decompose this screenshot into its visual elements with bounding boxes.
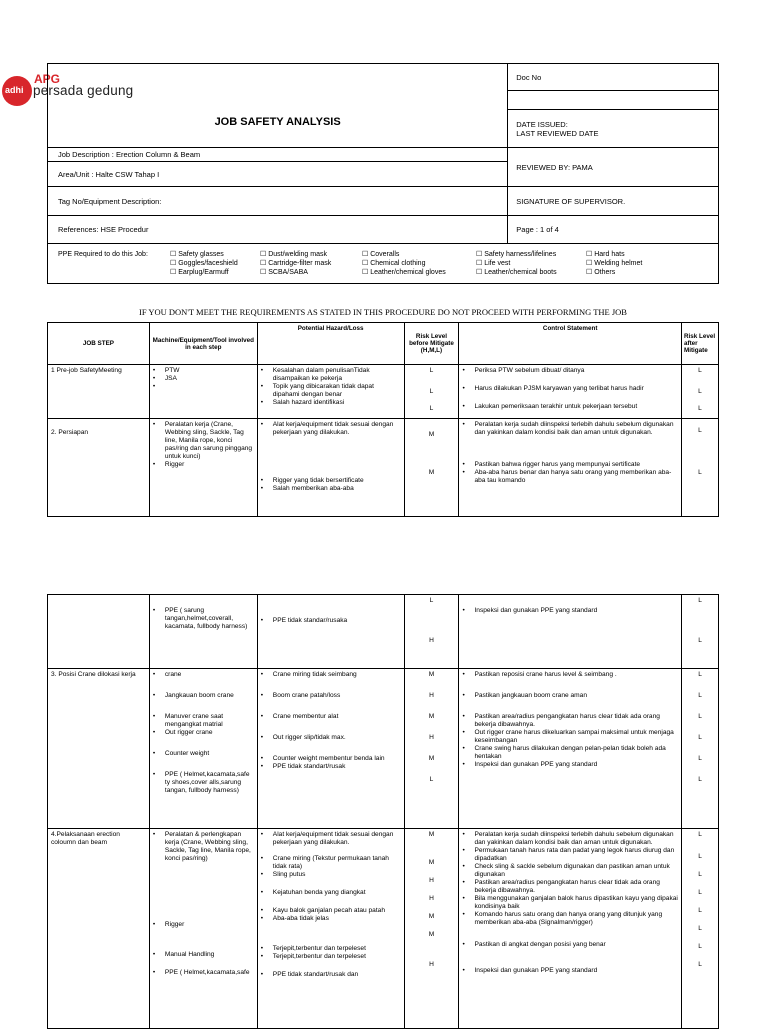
- risk-level: M: [428, 431, 435, 438]
- risk-level: L: [429, 405, 434, 412]
- warning-banner: IF YOU DON'T MEET THE REQUIREMENTS AS STATED IN THIS PROCEDURE DO NOT PROCEED WITH PERFORMING THE JOB: [139, 307, 627, 317]
- control-item: • Harus dilakukan PJSM karyawan yang terlibat harus hadir: [474, 385, 678, 393]
- ppe-checkbox-item: ☐ Dust/welding mask: [260, 251, 327, 258]
- machine-item: • Manual Handling: [165, 951, 254, 959]
- risk-level: L: [698, 907, 702, 914]
- machine-item: • Rigger: [165, 461, 254, 469]
- risk-level: L: [698, 831, 702, 838]
- hazard-item: • Counter weight membentur benda lain: [273, 755, 401, 763]
- job-step: 3. Posisi Crane dilokasi kerja: [48, 669, 150, 829]
- hazard-item: • Crane membentur alat: [273, 713, 401, 721]
- hazard-item: • Terjepit,terbentur dan terpeleset: [273, 945, 401, 953]
- control-item: • Peralatan kerja sudah diinspeksi terlebih dahulu sebelum digunakan dan yakinkan dalam kondisi baik dan aman untuk digunakan.: [474, 421, 678, 437]
- control-item: • Periksa PTW sebelum dibuat/ ditanya: [474, 367, 678, 375]
- risk-level: L: [698, 925, 702, 932]
- ppe-checkbox-item: ☐ Chemical clothing: [362, 260, 426, 267]
- ppe-label: PPE Required to do this Job:: [58, 251, 148, 258]
- risk-level: M: [428, 931, 435, 938]
- risk-level: L: [698, 961, 702, 968]
- control-item: • Komando harus satu orang dan hanya orang yang ditunjuk yang memberikan aba-aba (Signalman/rigger): [474, 911, 678, 927]
- control-item: • Out rigger crane harus dikeluarkan sampai maksimal untuk menjaga keseimbangan: [474, 729, 678, 745]
- ppe-checkbox-item: ☐ SCBA/SABA: [260, 269, 308, 276]
- control-item: • Pastikan jangkauan boom crane aman: [474, 692, 678, 700]
- date-issued: DATE ISSUED:: [516, 119, 568, 129]
- logo-name: persada gedung: [33, 83, 134, 98]
- risk-level: L: [698, 405, 702, 412]
- control-item: • Peralatan kerja sudah diinspeksi terlebih dahulu sebelum digunakan dan yakinkan dalam kondisi baik dan aman untuk digunakan.: [474, 831, 678, 847]
- control-item: • Pastikan area/radius pengangkatan harus clear tidak ada orang bekerja dibawahnya.: [474, 713, 678, 729]
- ppe-col-2: [260, 250, 362, 277]
- blank-cell: [508, 91, 719, 110]
- risk-level: L: [698, 889, 702, 896]
- hazard-item: • PPE tidak standart/rusak: [273, 763, 401, 771]
- table-row: [48, 829, 719, 1029]
- table-row: [48, 365, 719, 419]
- risk-level: M: [428, 671, 435, 678]
- hazard-item: • Out rigger slip/tidak max.: [273, 734, 401, 742]
- doc-no: Doc No: [508, 64, 719, 91]
- risk-level: L: [698, 367, 702, 374]
- tag-no: Tag No/Equipment Description:: [48, 187, 508, 216]
- risk-level: L: [698, 734, 702, 741]
- risk-level: M: [428, 469, 435, 476]
- job-step: 2. Persiapan: [48, 419, 150, 517]
- hazard-item: • Kesalahan dalam penulisanTidak disampaikan ke pekerja: [273, 367, 401, 383]
- machine-item: [165, 383, 254, 391]
- hazard-item: • Crane miring tidak seimbang: [273, 671, 401, 679]
- ppe-checkbox-item: ☐ Leather/chemical gloves: [362, 269, 446, 276]
- risk-level: H: [429, 692, 434, 699]
- control-item: • Inspeksi dan gunakan PPE yang standard: [474, 761, 678, 769]
- col-hazard: Potential Hazard/Loss: [257, 323, 404, 365]
- risk-level: M: [428, 755, 435, 762]
- hazard-item: • Crane miring (Tekstur permukaan tanah tidak rata): [273, 855, 401, 871]
- control-item: • Crane swing harus dilakukan dengan pelan-pelan tidak boleh ada hentakan: [474, 745, 678, 761]
- references: References: HSE Procedur: [48, 216, 508, 244]
- machine-item: • Peralatan & perlengkapan kerja (Crane, Webbing sling, Sackle, Tag line, Manila rope, konci pas/ring): [165, 831, 254, 863]
- risk-level: L: [429, 367, 434, 374]
- reviewed-by: REVIEWED BY: PAMA: [508, 148, 719, 187]
- area-unit: Area/Unit : Halte CSW Tahap I: [48, 162, 508, 187]
- control-item: • Inspeksi dan gunakan PPE yang standard: [474, 967, 678, 975]
- risk-level: L: [698, 427, 702, 434]
- ppe-checkbox-item: ☐ Earplug/Earmuff: [170, 269, 229, 276]
- risk-level: H: [429, 877, 434, 884]
- machine-item: • PPE ( sarung tangan,helmet,coverall, kacamata, fullbody harness): [165, 607, 254, 631]
- risk-level: L: [698, 671, 702, 678]
- risk-level: M: [428, 831, 435, 838]
- hazard-item: • Aba-aba tidak jelas: [273, 915, 401, 923]
- risk-level: L: [698, 871, 702, 878]
- risk-level: L: [698, 853, 702, 860]
- machine-item: • Jangkauan boom crane: [165, 692, 254, 700]
- risk-level: H: [429, 895, 434, 902]
- hazard-item: • Kayu balok ganjalan pecah atau patah: [273, 907, 401, 915]
- hazard-item: • Rigger yang tidak bersertificate: [273, 477, 401, 485]
- ppe-checkbox-item: ☐ Coveralls: [362, 251, 400, 258]
- ppe-col-1: [170, 250, 260, 277]
- control-item: • Lakukan pemeriksaan terakhir untuk pekerjaan tersebut: [474, 403, 678, 411]
- risk-level: L: [698, 692, 702, 699]
- jsa-header-table: [47, 63, 719, 284]
- col-job-step: JOB STEP: [48, 323, 150, 365]
- control-item: • Inspeksi dan gunakan PPE yang standard: [474, 607, 678, 615]
- hazard-item: • Boom crane patah/loss: [273, 692, 401, 700]
- col-control: Control Statement: [459, 323, 682, 365]
- ppe-checkbox-item: ☐ Hard hats: [586, 251, 625, 258]
- risk-level: L: [698, 776, 702, 783]
- risk-level: L: [429, 597, 434, 604]
- hazard-item: • Sling putus: [273, 871, 401, 879]
- jsa-table-2: [47, 594, 719, 1029]
- machine-item: • PPE ( Helmet,kacamata,safe: [165, 969, 254, 977]
- hazard-item: • Alat kerja/equipment tidak sesuai dengan pekerjaan yang dilakukan.: [273, 421, 401, 437]
- machine-item: • crane: [165, 671, 254, 679]
- control-item: • Aba-aba harus benar dan hanya satu orang yang memberikan aba-aba tau komando: [474, 469, 678, 485]
- signature: SIGNATURE OF SUPERVISOR.: [508, 187, 719, 216]
- machine-item: • Rigger: [165, 921, 254, 929]
- ppe-checkbox-item: ☐ Safety glasses: [170, 251, 224, 258]
- risk-level: L: [698, 597, 702, 604]
- risk-level: L: [429, 776, 434, 783]
- table-row: [48, 595, 719, 669]
- ppe-col-3: [362, 250, 476, 277]
- jsa-table-1: [47, 322, 719, 517]
- control-item: • Permukaan tanah harus rata dan padat yang legok harus diurug dan dipadatkan: [474, 847, 678, 863]
- job-description: Job Description : Erection Column & Beam: [48, 148, 508, 162]
- ppe-checkbox-item: ☐ Safety harness/lifelines: [476, 251, 557, 258]
- risk-level: H: [429, 961, 434, 968]
- col-machine: Machine/Equipment/Tool involved in each step: [149, 323, 257, 365]
- ppe-col-5: [586, 250, 666, 277]
- ppe-checkbox-item: ☐ Welding helmet: [586, 260, 643, 267]
- hazard-item: • Kejatuhan benda yang diangkat: [273, 889, 401, 897]
- ppe-checkbox-item: ☐ Leather/chemical boots: [476, 269, 557, 276]
- hazard-item: • Terjepit,terbentur dan terpeleset: [273, 953, 401, 961]
- control-item: • Pastikan di angkat dengan posisi yang benar: [474, 941, 678, 949]
- risk-level: L: [429, 388, 434, 395]
- risk-level: M: [428, 859, 435, 866]
- risk-level: L: [698, 469, 702, 476]
- machine-item: • PPE ( Helmet,kacamata,safe ty shoes,cover alls,sarung tangan, fullbody harness): [165, 771, 254, 795]
- logo-adhi: adhi: [5, 85, 24, 95]
- control-item: • Pastikan reposisi crane harus level & seimbang .: [474, 671, 678, 679]
- hazard-item: • Salah hazard identifikasi: [273, 399, 401, 407]
- hazard-item: • PPE tidak standart/rusak dan: [273, 971, 401, 979]
- job-step: 1 Pre-job SafetyMeeting: [48, 365, 150, 419]
- ppe-checkbox-item: ☐ Goggles/faceshield: [170, 260, 238, 267]
- document-title: JOB SAFETY ANALYSIS: [48, 64, 508, 148]
- last-reviewed: LAST REVIEWED DATE: [516, 128, 599, 138]
- page-number: Page : 1 of 4: [508, 216, 719, 244]
- job-step: 4.Pelaksanaan erection coloumn dan beam: [48, 829, 150, 1029]
- hazard-item: • Salah memberikan aba-aba: [273, 485, 401, 493]
- risk-level: L: [698, 713, 702, 720]
- hazard-item: • Alat kerja/equipment tidak sesuai dengan pekerjaan yang dilakukan.: [273, 831, 401, 847]
- risk-level: M: [428, 913, 435, 920]
- risk-level: L: [698, 943, 702, 950]
- machine-item: • Manuver crane saat mengangkat matrial: [165, 713, 254, 729]
- machine-item: • Peralatan kerja (Crane, Webbing sling, Sackle, Tag line, Manila rope, konci pas/ring dan sarung pinggang untuk kunci): [165, 421, 254, 461]
- risk-level: H: [429, 637, 434, 644]
- ppe-checkbox-item: ☐ Life vest: [476, 260, 511, 267]
- col-risk-before: Risk Level before Mitigate (H,M,L): [404, 323, 459, 365]
- hazard-item: • PPE tidak standar/rusaka: [273, 617, 401, 625]
- table-row: [48, 419, 719, 517]
- ppe-required: [48, 244, 719, 284]
- machine-item: • JSA: [165, 375, 254, 383]
- col-risk-after: Risk Level after Mitigate: [681, 323, 718, 365]
- risk-level: L: [698, 637, 702, 644]
- risk-level: L: [698, 755, 702, 762]
- logo-apg: APG: [34, 72, 61, 86]
- machine-item: • Out rigger crane: [165, 729, 254, 737]
- machine-item: • PTW: [165, 367, 254, 375]
- risk-level: M: [428, 713, 435, 720]
- risk-level: H: [429, 734, 434, 741]
- ppe-checkbox-item: ☐ Cartridge-filter mask: [260, 260, 332, 267]
- control-item: • Pastikan bahwa rigger harus yang mempunyai sertificate: [474, 461, 678, 469]
- control-item: • Check sling & sackle sebelum digunakan dan pastikan aman untuk digunakan: [474, 863, 678, 879]
- risk-level: L: [698, 388, 702, 395]
- machine-item: • Counter weight: [165, 750, 254, 758]
- table-row: [48, 669, 719, 829]
- control-item: • Pastikan area/radius pengangkatan harus clear tidak ada orang bekerja dibawahnya.: [474, 879, 678, 895]
- control-item: • Bila menggunakan ganjalan balok harus dipastikan kayu yang dipakai kondisinya baik: [474, 895, 678, 911]
- date-issued-cell: [508, 110, 719, 148]
- hazard-item: • Topik yang dibicarakan tidak dapat dipahami dengan benar: [273, 383, 401, 399]
- ppe-checkbox-item: ☐ Others: [586, 269, 616, 276]
- ppe-col-4: [476, 250, 586, 277]
